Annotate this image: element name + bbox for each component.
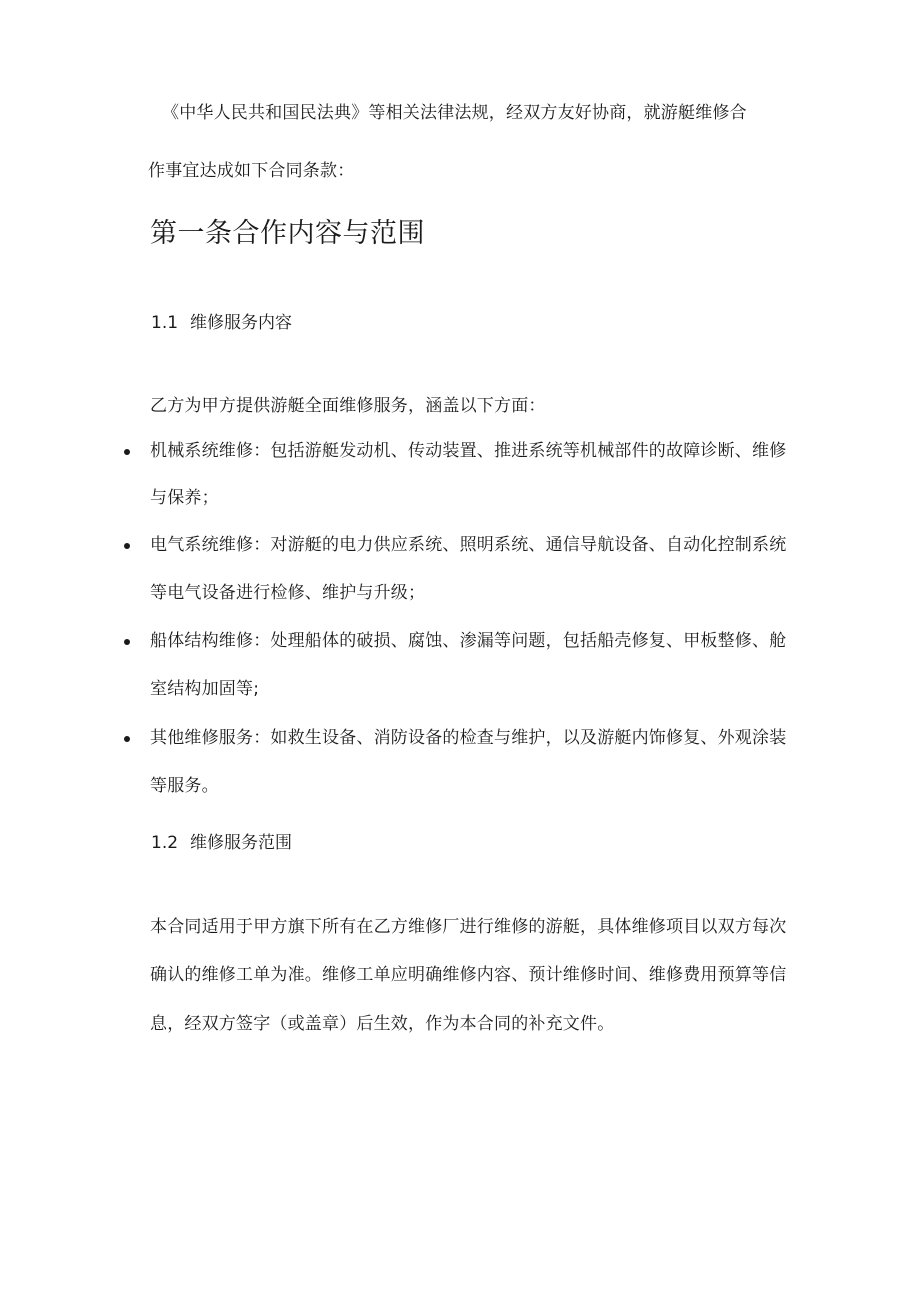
bullet-marker — [124, 639, 130, 645]
section-1-2-para-line-3: 息，经双方签字（或盖章）后生效，作为本合同的补充文件。 — [150, 1014, 615, 1034]
bullet-marker — [124, 736, 130, 742]
intro-line-2: 作事宜达成如下合同条款： — [148, 161, 355, 181]
bullet-2-line-1: 电气系统维修：对游艇的电力供应系统、照明系统、通信导航设备、自动化控制系统 — [150, 535, 787, 555]
section-1-2-heading — [151, 832, 292, 854]
bullet-1-line-2: 与保养； — [150, 488, 219, 508]
bullet-1-line-1: 机械系统维修：包括游艇发动机、传动装置、推进系统等机械部件的故障诊断、维修 — [150, 441, 787, 461]
bullet-3-line-1: 船体结构维修：处理船体的破损、腐蚀、渗漏等问题，包括船壳修复、甲板整修、舱 — [150, 631, 787, 651]
section-1-2-para-line-1: 本合同适用于甲方旗下所有在乙方维修厂进行维修的游艇，具体维修项目以双方每次 — [150, 917, 787, 937]
bullet-2-line-2: 等电气设备进行检修、维护与升级； — [150, 583, 426, 603]
section-1-2-title: 维修服务范围 — [190, 833, 293, 853]
section-1-1-heading — [151, 312, 292, 334]
section-1-2-para-line-2: 确认的维修工单为准。维修工单应明确维修内容、预计维修时间、维修费用预算等信 — [150, 965, 787, 985]
bullet-3-line-2: 室结构加固等; — [150, 679, 260, 699]
bullet-marker — [124, 449, 130, 455]
bullet-4-line-2: 等服务。 — [150, 776, 219, 796]
section-1-1-number: 1.1 — [151, 313, 179, 333]
bullet-4-line-1: 其他维修服务：如救生设备、消防设备的检查与维护，以及游艇内饰修复、外观涂装 — [150, 728, 787, 748]
section-1-2-number: 1.2 — [151, 833, 179, 853]
article-1-title: 第一条合作内容与范围 — [150, 218, 425, 249]
section-1-1-title: 维修服务内容 — [190, 313, 293, 333]
section-1-1-lead: 乙方为甲方提供游艇全面维修服务，涵盖以下方面： — [150, 396, 546, 416]
bullet-marker — [124, 543, 130, 549]
intro-line-1: 《中华人民共和国民法典》等相关法律法规，经双方友好协商，就游艇维修合 — [162, 103, 747, 123]
